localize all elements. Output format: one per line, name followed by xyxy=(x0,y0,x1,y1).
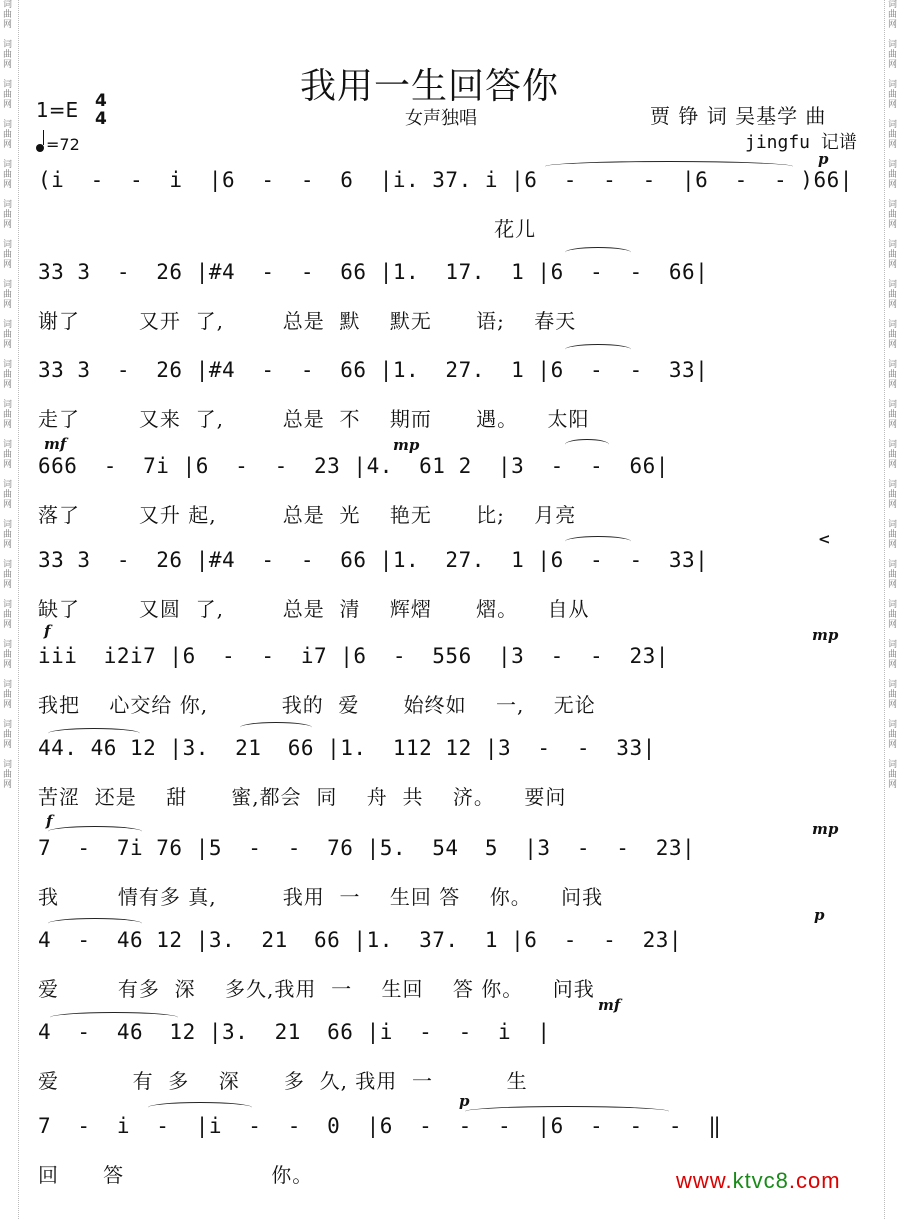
music-notation: 4 - 46 12 |3. 21 66 |1. 37. 1 |6 - - 23| xyxy=(38,928,683,952)
lyrics: 爱 有 多 深 多 久, 我用 一 生 xyxy=(38,1069,528,1093)
transcriber: jingfu 记谱 xyxy=(745,132,857,153)
music-notation: 33 3 - 26 |#4 - - 66 |1. 17. 1 |6 - - 66| xyxy=(38,260,709,284)
music-notation: 7 - i - |i - - 0 |6 - - - |6 - - - ‖ xyxy=(38,1114,722,1138)
slur xyxy=(240,722,312,733)
music-notation: 666 - 7i |6 - - 23 |4. 61 2 |3 - - 66| xyxy=(38,454,669,478)
dynamic-marking: mp xyxy=(812,626,839,644)
song-title: 我用一生回答你 xyxy=(300,66,560,107)
slur xyxy=(465,1106,669,1117)
tempo-marking xyxy=(36,135,80,154)
lyrics: 我把 心交给 你, 我的 爱 始终如 一, 无论 xyxy=(38,693,596,717)
slur xyxy=(565,536,631,547)
dynamic-marking: mf xyxy=(598,996,621,1014)
website-watermark xyxy=(676,1168,841,1194)
lyrics: 花儿 xyxy=(38,217,537,241)
lyrics: 回 答 你。 xyxy=(38,1163,314,1187)
dynamic-marking: p xyxy=(814,906,825,924)
time-signature xyxy=(95,92,107,128)
lyrics: 我 情有多 真, 我用 一 生回 答 你。 问我 xyxy=(38,885,604,909)
slur xyxy=(565,344,631,355)
right-border xyxy=(884,0,885,1219)
url-brand: ktvc8 xyxy=(732,1168,789,1193)
music-notation: (i - - i |6 - - 6 |i. 37. i |6 - - - |6 - - )66| xyxy=(38,168,853,192)
music-notation: iii i2i7 |6 - - i7 |6 - 556 |3 - - 23| xyxy=(38,644,669,668)
music-notation: 4 - 46 12 |3. 21 66 |i - - i | xyxy=(38,1020,551,1044)
time-signature-bottom: 4 xyxy=(95,109,107,129)
slur xyxy=(545,161,793,172)
dynamic-marking: f xyxy=(44,622,51,640)
slur xyxy=(565,247,631,258)
dynamic-marking: mp xyxy=(812,820,839,838)
music-notation: 7 - 7i 76 |5 - - 76 |5. 54 5 |3 - - 23| xyxy=(38,836,696,860)
lyrics: 苦涩 还是 甜 蜜,都会 同 舟 共 济。 要问 xyxy=(38,785,567,809)
lyrics: 缺了 又圆 了, 总是 清 辉熠 熠。 自从 xyxy=(38,597,590,621)
time-signature-top: 4 xyxy=(95,91,107,111)
dynamic-marking: p xyxy=(818,150,829,168)
slur xyxy=(50,1012,178,1023)
slur xyxy=(148,1102,252,1113)
lyrics: 谢了 又开 了, 总是 默 默无 语; 春天 xyxy=(38,309,577,333)
song-subtitle: 女声独唱 xyxy=(405,108,477,129)
lyrics: 爱 有多 深 多久,我用 一 生回 答 你。 问我 xyxy=(38,977,595,1001)
lyrics: 走了 又来 了, 总是 不 期而 遇。 太阳 xyxy=(38,407,590,431)
slur xyxy=(48,826,142,837)
song-credits: 贾 铮 词 吴基学 曲 xyxy=(650,104,827,128)
slur xyxy=(48,918,142,929)
dynamic-marking: mf xyxy=(44,435,67,453)
quarter-note-icon xyxy=(36,144,44,152)
url-suffix: .com xyxy=(788,1168,841,1193)
music-notation: 33 3 - 26 |#4 - - 66 |1. 27. 1 |6 - - 33| xyxy=(38,548,709,572)
slur xyxy=(48,728,140,739)
dynamic-marking: f xyxy=(46,812,53,830)
tempo-value: =72 xyxy=(46,135,80,154)
side-watermark-left: 词 曲 网 词 曲 网 词 曲 网 词 曲 网 词 曲 网 词 曲 网 词 曲 网 词 曲 网 词 曲 网 词 曲 网 词 曲 网 词 曲 网 词 曲 网 词 曲 网 词 曲 网 词 曲 网 词 曲 网 词 曲 网 词 曲 网 词 曲 网 xyxy=(3,0,13,790)
url-prefix: www. xyxy=(676,1168,733,1193)
music-notation: 33 3 - 26 |#4 - - 66 |1. 27. 1 |6 - - 33| xyxy=(38,358,709,382)
side-watermark-right: 词 曲 网 词 曲 网 词 曲 网 词 曲 网 词 曲 网 词 曲 网 词 曲 网 词 曲 网 词 曲 网 词 曲 网 词 曲 网 词 曲 网 词 曲 网 词 曲 网 词 曲 网 词 曲 网 词 曲 网 词 曲 网 词 曲 网 词 曲 网 xyxy=(888,0,898,790)
slur xyxy=(565,439,609,450)
key-signature: 1=E xyxy=(36,98,79,122)
music-notation: 44. 46 12 |3. 21 66 |1. 112 12 |3 - - 33| xyxy=(38,736,656,760)
crescendo-marking: < xyxy=(818,530,831,548)
left-border xyxy=(18,0,19,1219)
dynamic-marking: p xyxy=(459,1092,470,1110)
dynamic-marking: mp xyxy=(393,436,420,454)
lyrics: 落了 又升 起, 总是 光 艳无 比; 月亮 xyxy=(38,503,577,527)
